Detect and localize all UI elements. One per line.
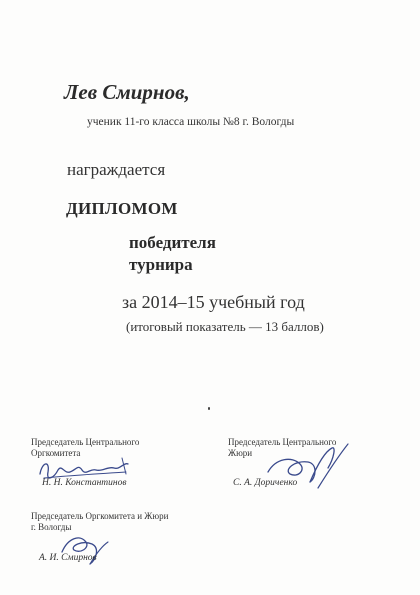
jury-name: С. А. Дориченко xyxy=(233,478,298,488)
ink-dot xyxy=(208,407,210,410)
award-title-line1: победителя xyxy=(129,233,216,252)
local-name: А. И. Смирнов xyxy=(39,553,97,563)
award-title-line2: турнира xyxy=(129,255,193,274)
orgcom-role-line2: Оргкомитета xyxy=(31,448,81,458)
recipient-description: ученик 11-го класса школы №8 г. Вологды xyxy=(87,116,295,128)
local-role-line1: Председатель Оргкомитета и Жюри xyxy=(31,511,169,521)
jury-role-line2: Жюри xyxy=(228,448,253,458)
award-year: за 2014–15 учебный год xyxy=(122,292,305,312)
local-role-line2: г. Вологды xyxy=(31,522,72,532)
awarded-text: награждается xyxy=(67,160,166,179)
recipient-name: Лев Смирнов, xyxy=(64,80,190,104)
diploma-heading: ДИПЛОМОМ xyxy=(66,199,178,218)
jury-role-line1: Председатель Центрального xyxy=(228,437,337,447)
orgcom-role-line1: Председатель Центрального xyxy=(31,437,140,447)
orgcom-name: Н. Н. Константинов xyxy=(42,478,127,488)
award-score: (итоговый показатель — 13 баллов) xyxy=(126,319,324,334)
